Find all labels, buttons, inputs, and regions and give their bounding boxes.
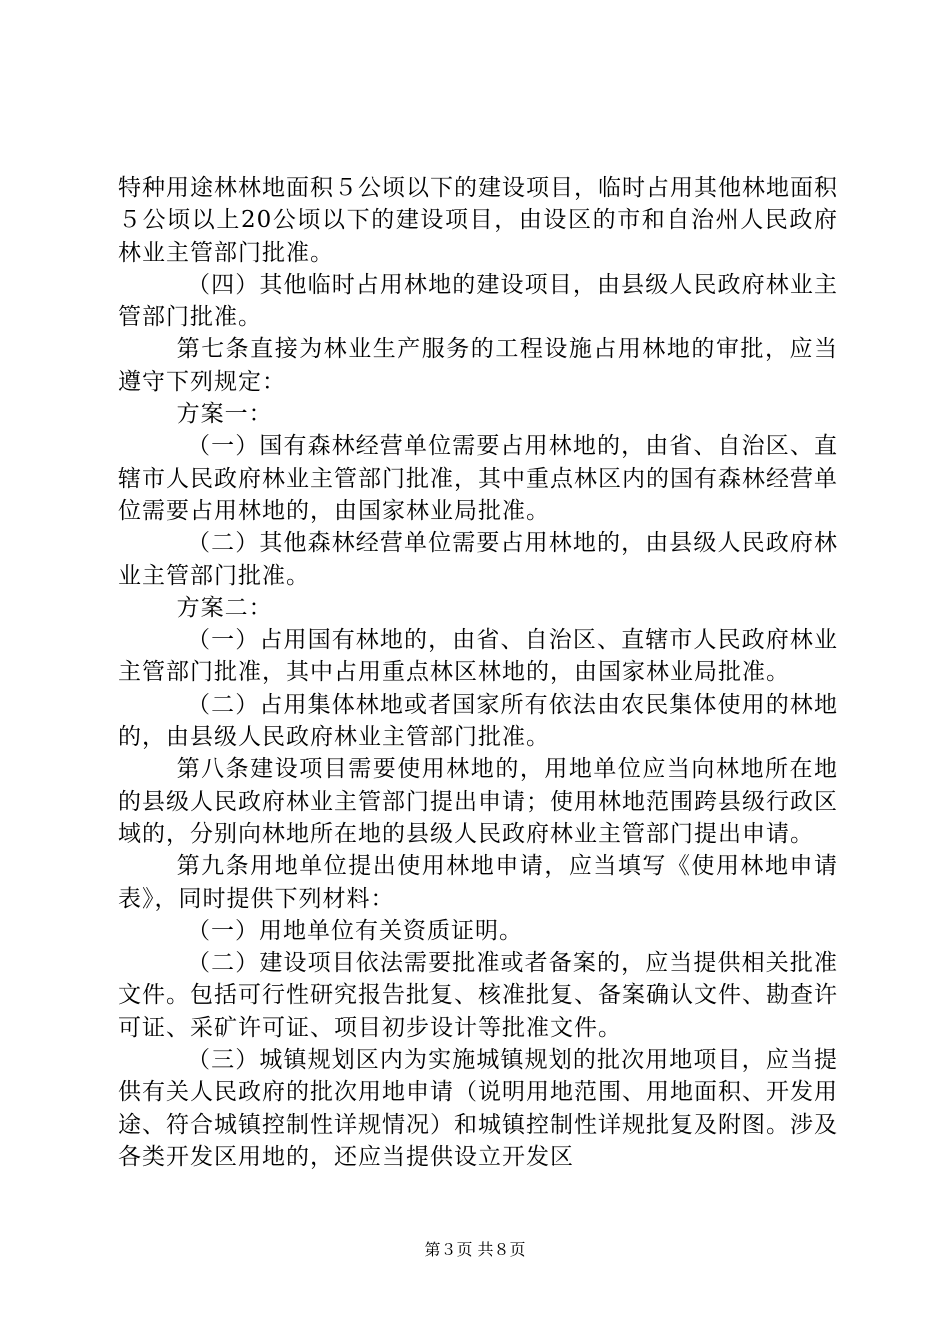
paragraph: （一）用地单位有关资质证明。 [187,917,523,944]
paragraph: 第七条直接为林业生产服务的工程设施占用林地的审批，应当遵守下列规定： [118,336,838,395]
paragraph: 第八条建设项目需要使用林地的，用地单位应当向林地所在地的县级人民政府林业主管部门提出申请；使用林地范围跨县级行政区域的，分别向林地所在地的县级人民政府林业主管部门提出申请。 [118,756,838,847]
paragraph: （三）城镇规划区内为实施城镇规划的批次用地项目，应当提供有关人民政府的批次用地申请（说明用地范围、用地面积、开发用途、符合城镇控制性详规情况）和城镇控制性详规批复及附图。涉及各类开发区用地的，还应当提供设立开发区 [118,1047,838,1170]
paragraph: （一）国有森林经营单位需要占用林地的，由省、自治区、直辖市人民政府林业主管部门批准，其中重点林区内的国有森林经营单位需要占用林地的，由国家林业局批准。 [118,433,838,524]
paragraph: （四）其他临时占用林地的建设项目，由县级人民政府林业主管部门批准。 [118,271,838,331]
paragraph: 特种用途林林地面积５公顷以下的建设项目，临时占用其他林地面积５公顷以上20公顷以下的建设项目，由设区的市和自治州人民政府林业主管部门批准。 [118,175,838,266]
paragraph: （二）其他森林经营单位需要占用林地的，由县级人民政府林业主管部门批准。 [118,530,838,589]
paragraph: 方案二： [176,594,273,621]
document-body [118,172,838,1173]
page-number-footer: 第３页 共８页 [424,1240,526,1259]
paragraph: 第九条用地单位提出使用林地申请，应当填写《使用林地申请表》，同时提供下列材料： [118,853,838,912]
paragraph: （二）建设项目依法需要批准或者备案的，应当提供相关批准文件。包括可行性研究报告批复、核准批复、备案确认文件、勘查许可证、采矿许可证、项目初步设计等批准文件。 [118,950,838,1041]
paragraph: （二）占用集体林地或者国家所有依法由农民集体使用的林地的，由县级人民政府林业主管部门批准。 [118,691,838,751]
paragraph: （一）占用国有林地的，由省、自治区、直辖市人民政府林业主管部门批准，其中占用重点林区林地的，由国家林业局批准。 [118,627,838,686]
paragraph: 方案一： [176,401,273,428]
